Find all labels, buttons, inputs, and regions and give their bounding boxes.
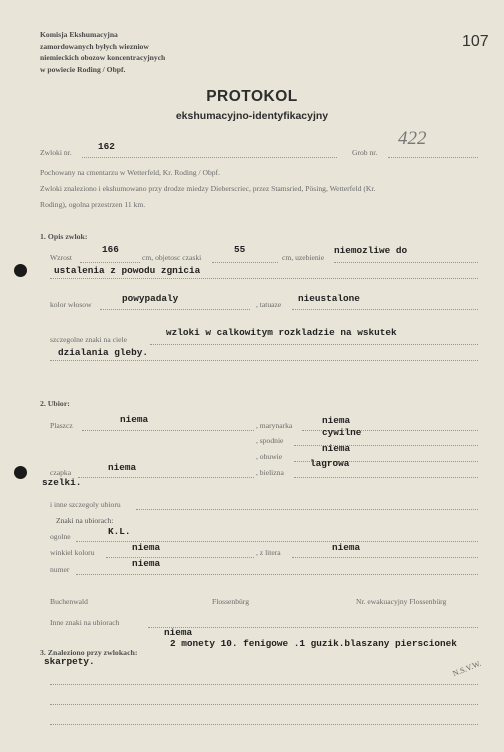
obuwie-value: niema [322, 443, 351, 454]
znaki-na-ciele-continuation: dzialania gleby. [58, 347, 149, 358]
znaki-na-ciele-value: wzloki w calkowitym rozkladzie na wskutek [166, 327, 397, 338]
section-ubior-heading: 2. Ubior: [40, 399, 70, 408]
obuwie-label: , obuwie [256, 452, 283, 461]
numer-label: numer [50, 565, 70, 574]
page-number: 107 [462, 33, 489, 50]
header-line: w powiecie Roding / Obpf. [40, 64, 126, 74]
znaki-na-ubiorach-label: Znaki na ubiorach: [56, 516, 114, 525]
znaleziono-text-1: Zwloki znaleziono i ekshumowano przy drodze miedzy Dieberscriec, przez Stamsried, Pösing, Wetterfeld (Kr. [40, 184, 376, 193]
uzebienie-continuation: ustalenia z powodu zgnicia [54, 265, 201, 276]
winkiel-label: winkiel koloru [50, 548, 95, 557]
header-line: zamordowanych byłych wiezniow [40, 41, 149, 51]
nr-ewakuacyjny-label: Nr. ewakuacyjny Flossenbürg [356, 597, 447, 606]
cm-uzebienie-label: cm, uzebienie [282, 253, 325, 262]
czapka-label: czapka [50, 468, 72, 477]
plaszcz-label: Plaszcz [50, 421, 73, 430]
uzebienie-value: niemozliwe do [334, 245, 408, 256]
znaleziono-value-2: skarpety. [44, 656, 95, 667]
flossenburg-label: Flossenbürg [212, 597, 249, 606]
wzrost-label: Wzrost [50, 253, 72, 262]
corner-stamp: N.S.V.W. [451, 658, 483, 679]
document-title: PROTOKOL [206, 88, 298, 105]
bielizna-value: lagrowa [310, 458, 350, 469]
kolor-value: powypadaly [122, 293, 179, 304]
inne-znaki-label: Inne znaki na ubiorach [50, 618, 120, 627]
znaleziono-text-2: Roding), ogolna przestrzen 11 km. [40, 200, 146, 209]
spodnie-value: cywilne [322, 427, 362, 438]
spodnie-label: , spodnie [256, 436, 284, 445]
cm-czaska-label: cm, objetosc czaski [142, 253, 202, 262]
numer-value: niema [132, 558, 161, 569]
ogolne-value: K.L. [108, 526, 131, 537]
marynarka-label: , marynarka [256, 421, 293, 430]
wzrost-value: 166 [102, 244, 119, 255]
inne-szczegoly-label: i inne szczegoly ubioru [50, 500, 121, 509]
section-znaleziono-heading: 3. Znaleziono przy zwlokach: [40, 648, 138, 657]
plaszcz-value: niema [120, 414, 149, 425]
czaska-value: 55 [234, 244, 246, 255]
pochowany-text: Pochowany na cmentarzu w Wetterfeld, Kr. Roding / Obpf. [40, 168, 220, 177]
tatuaze-value: nieustalone [298, 293, 360, 304]
znaleziono-value-1: 2 monety 10. fenigowe .1 guzik.blaszany pierscionek [170, 638, 457, 649]
section-opis-heading: 1. Opis zwlok: [40, 232, 88, 241]
czapka-value: niema [108, 462, 137, 473]
commission-header [40, 29, 165, 75]
buchenwald-label: Buchenwald [50, 597, 88, 606]
znaki-na-ciele-label: szczegolne znaki na ciele [50, 335, 127, 344]
z-litera-label: , z litera [256, 548, 281, 557]
tatuaze-label: , tatuaze [256, 300, 282, 309]
zwloki-label: Zwloki nr. [40, 148, 72, 157]
header-line: Komisja Ekshumacyjna [40, 30, 118, 39]
bielizna-label: , bielizna [256, 468, 284, 477]
zwloki-value: 162 [98, 141, 115, 152]
z-litera-value: niema [332, 542, 361, 553]
grob-value: 422 [398, 128, 427, 149]
punch-hole-bottom [14, 466, 27, 479]
winkiel-value: niema [132, 542, 161, 553]
znaleziono-niema-value: niema [164, 627, 193, 638]
marynarka-value: niema [322, 415, 351, 426]
header-line: niemieckich obozow koncentracyjnych [40, 53, 166, 62]
punch-hole-top [14, 264, 27, 277]
grob-label: Grob nr. [352, 148, 378, 157]
kolor-label: kolor włosow [50, 300, 92, 309]
ogolne-label: ogolne [50, 532, 71, 541]
document-subtitle: ekshumacyjno-identyfikacyjny [175, 110, 329, 122]
szelki-value: szelki. [42, 477, 82, 488]
